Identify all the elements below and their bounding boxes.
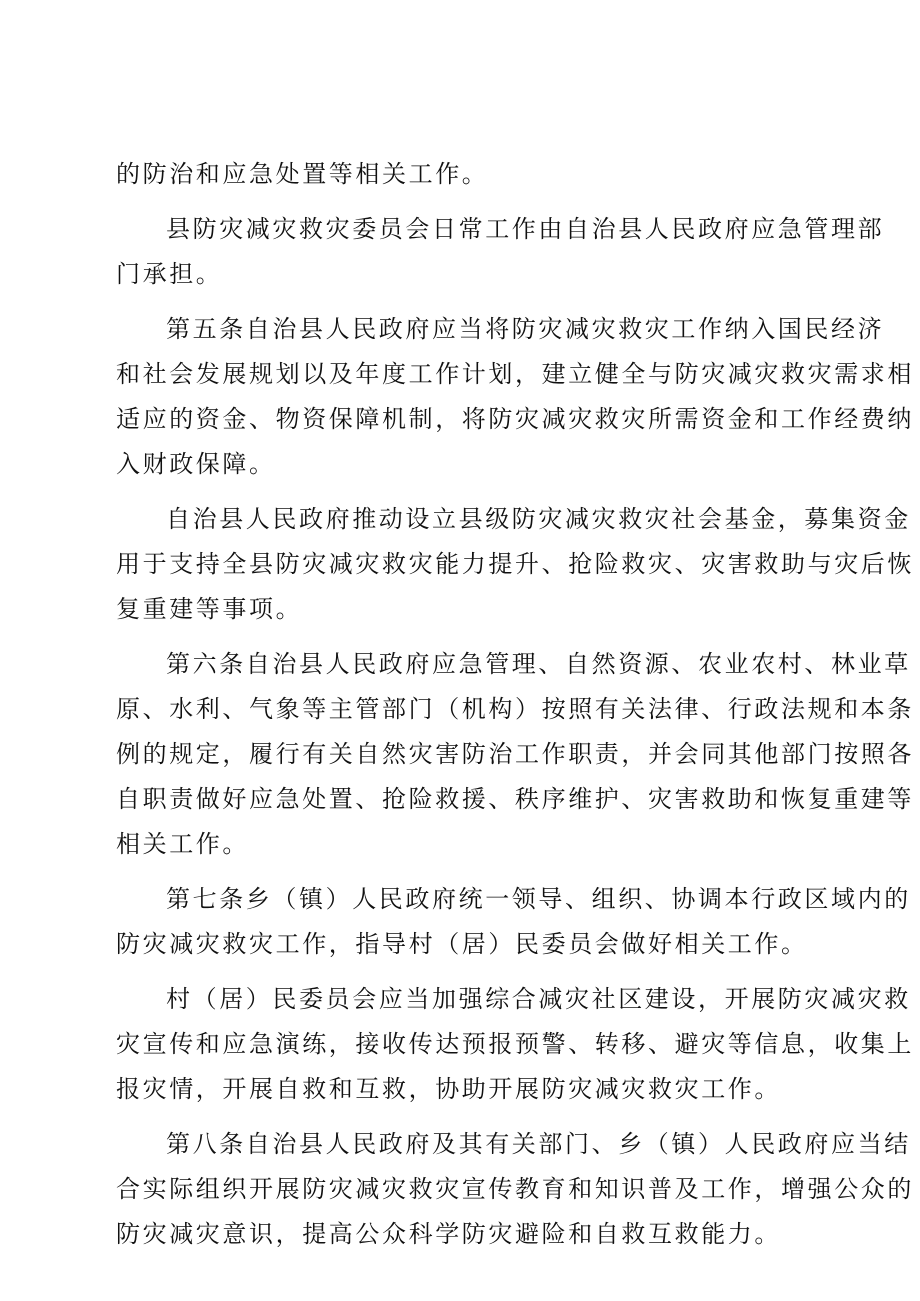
paragraph-article-8 <box>116 1122 914 1257</box>
text-line: 第八条自治县人民政府及其有关部门、乡（镇）人民政府应当结 <box>166 1130 911 1158</box>
text-line: 防灾减灾意识，提高公众科学防灾避险和自救互救能力。 <box>116 1220 781 1248</box>
text-line: 相关工作。 <box>116 830 249 858</box>
paragraph-article-5 <box>116 307 914 487</box>
text-line: 适应的资金、物资保障机制，将防灾减灾救灾所需资金和工作经费纳 <box>116 405 914 433</box>
text-line: 防灾减灾救灾工作，指导村（居）民委员会做好相关工作。 <box>116 930 808 958</box>
paragraph-village-committee <box>116 977 914 1112</box>
text-line: 自职责做好应急处置、抢险救援、秩序维护、灾害救助和恢复重建等 <box>116 785 914 813</box>
paragraph-committee-office <box>116 207 885 297</box>
text-line: 原、水利、气象等主管部门（机构）按照有关法律、行政法规和本条 <box>116 695 914 723</box>
text-line: 合实际组织开展防灾减灾救灾宣传教育和知识普及工作，增强公众的 <box>116 1175 914 1203</box>
text-line: 用于支持全县防灾减灾救灾能力提升、抢险救灾、灾害救助与灾后恢 <box>116 550 914 578</box>
text-line: 复重建等事项。 <box>116 595 303 623</box>
paragraph-article-7 <box>116 877 911 967</box>
text-line: 的防治和应急处置等相关工作。 <box>116 160 489 188</box>
paragraph-article-6 <box>116 642 914 867</box>
text-line: 第七条乡（镇）人民政府统一领导、组织、协调本行政区域内的 <box>166 885 911 913</box>
text-line: 村（居）民委员会应当加强综合减灾社区建设，开展防灾减灾救 <box>166 985 911 1013</box>
text-line: 灾宣传和应急演练，接收传达预报预警、转移、避灾等信息，收集上 <box>116 1030 914 1058</box>
text-line: 自治县人民政府推动设立县级防灾减灾救灾社会基金，募集资金 <box>166 505 911 533</box>
text-line: 第六条自治县人民政府应急管理、自然资源、农业农村、林业草 <box>166 650 911 678</box>
text-line: 门承担。 <box>116 260 223 288</box>
text-line: 例的规定，履行有关自然灾害防治工作职责，并会同其他部门按照各 <box>116 740 914 768</box>
document-body <box>116 152 914 1267</box>
text-line: 第五条自治县人民政府应当将防灾减灾救灾工作纳入国民经济 <box>166 315 885 343</box>
paragraph-continuation <box>116 152 816 197</box>
text-line: 和社会发展规划以及年度工作计划，建立健全与防灾减灾救灾需求相 <box>116 360 914 388</box>
text-line: 入财政保障。 <box>116 450 276 478</box>
text-line: 县防灾减灾救灾委员会日常工作由自治县人民政府应急管理部 <box>166 215 885 243</box>
text-line: 报灾情，开展自救和互救，协助开展防灾减灾救灾工作。 <box>116 1075 781 1103</box>
paragraph-social-fund <box>116 497 914 632</box>
